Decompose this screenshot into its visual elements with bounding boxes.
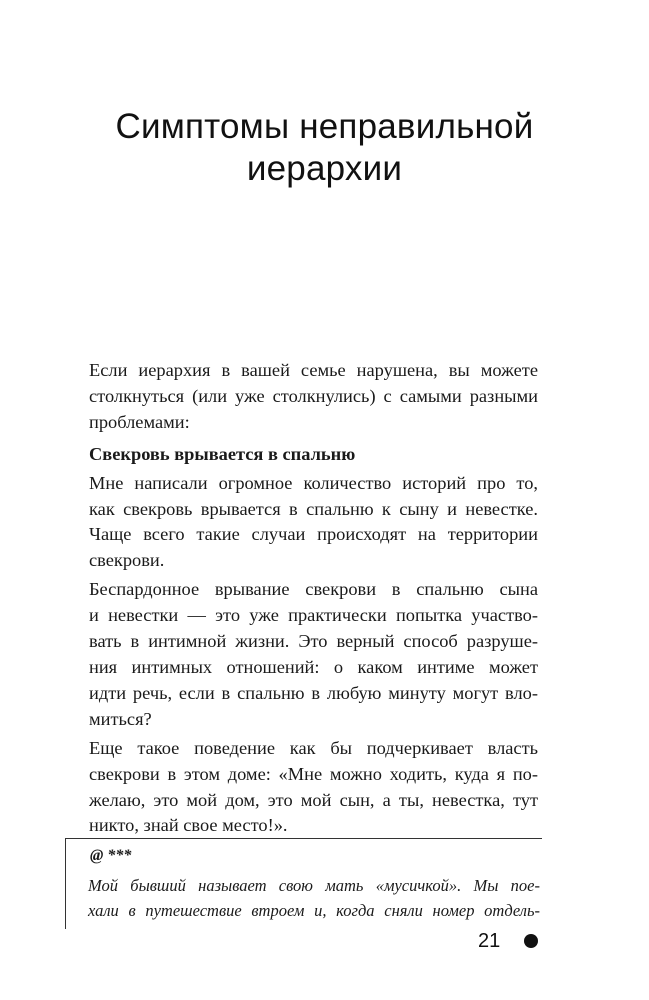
- body-paragraph: [89, 736, 538, 840]
- text-line: идти речь, если в спальню в любую минуту могут вло-: [89, 682, 538, 703]
- quote-author: @ ***: [90, 847, 132, 864]
- body-paragraph: [89, 471, 538, 575]
- page-number: 21: [478, 930, 501, 952]
- text-line: никто, знай свое место!».: [89, 815, 288, 836]
- text-line: Если иерархия в вашей семье нарушена, вы можете: [89, 360, 538, 380]
- chapter-title-line-1: Симптомы неправильной: [115, 107, 534, 146]
- text-line: столкнуться (или уже столкнулись) с самыми разными: [89, 385, 538, 406]
- text-line: проблемами:: [89, 411, 190, 432]
- body-text: [89, 358, 538, 839]
- text-line: вать в интимной жизни. Это верный способ разруше-: [89, 631, 538, 652]
- text-line: свекрови в этом доме: «Мне можно ходить, куда я по-: [89, 763, 538, 784]
- chapter-title: [0, 106, 649, 190]
- text-line: миться?: [89, 708, 152, 729]
- intro-paragraph: [89, 358, 538, 436]
- text-line: как свекровь врывается в спальню к сыну и невестке.: [89, 498, 538, 519]
- text-line: Беспардонное врывание свекрови в спальню сына: [89, 579, 538, 600]
- section-heading: Свекровь врывается в спальню: [89, 443, 356, 464]
- text-line: Чаще всего такие случаи происходят на территории: [89, 524, 538, 545]
- text-line: ния интимных отношений: о каком интиме может: [89, 656, 538, 677]
- quote-line: Мой бывший называет свою мать «мусичкой». Мы пое-: [88, 876, 540, 895]
- text-line: свекрови.: [89, 550, 165, 571]
- page-marker-dot-icon: [524, 934, 538, 948]
- text-line: и невестки — это уже практически попытка участво-: [89, 605, 538, 626]
- quote-line: хали в путешествие втроем и, когда сняли номер отдель-: [88, 901, 540, 920]
- quote-text: [88, 873, 540, 923]
- text-line: Еще такое поведение как бы подчеркивает власть: [89, 737, 538, 758]
- chapter-title-line-2: иерархии: [246, 149, 403, 188]
- body-paragraph: [89, 577, 538, 732]
- text-line: желаю, это мой дом, это мой сын, а ты, невестка, тут: [89, 789, 538, 810]
- reader-quote-box: [65, 838, 542, 929]
- text-line: Мне написали огромное количество историй про то,: [89, 472, 538, 493]
